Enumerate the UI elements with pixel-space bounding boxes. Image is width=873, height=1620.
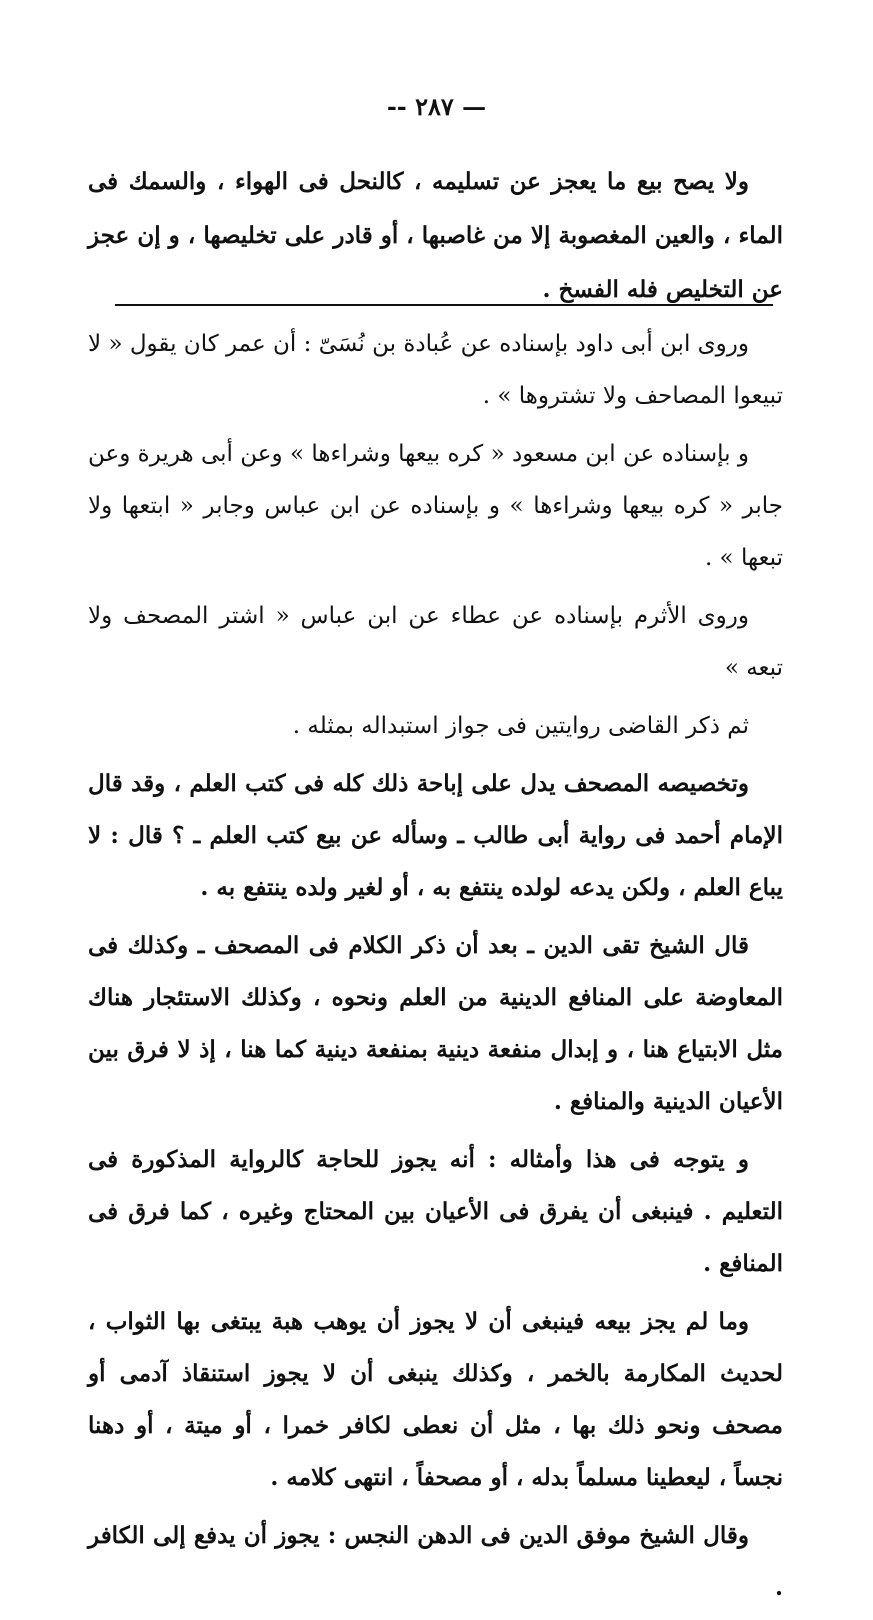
- paragraph-7: و يتوجه فى هذا وأمثاله : أنه يجوز للحاجة كالرواية المذكورة فى التعليم . فينبغى أن يفرق فى الأعيان بين المحتاج وغيره ، كما فرق فى المنافع .: [88, 1146, 783, 1277]
- section-divider: [115, 304, 773, 306]
- paragraph-1: وروى ابن أبى داود بإسناده عن عُبادة بن نُسَىّ : أن عمر كان يقول « لا تبيعوا المصاحف ولا تشتروها » .: [88, 331, 783, 409]
- page-number: — ٢٨٧ --: [386, 92, 487, 121]
- paragraph-8: وما لم يجز بيعه فينبغى أن لا يجوز أن يوهب هبة يبتغى بها الثواب ، لحديث المكارمة بالخمر ، وكذلك ينبغى أن لا يجوز استنقاذ آدمى أو مصحف ونحو ذلك بها ، مثل أن نعطى لكافر خمرا ، أو ميتة ، أو دهنا نجساً ، ليعطينا مسلماً بدله ، أو مصحفاً ، انتهى كلامه .: [88, 1308, 783, 1491]
- paragraph-3: وروى الأثرم بإسناده عن عطاء عن ابن عباس « اشتر المصحف ولا تبعه »: [88, 603, 783, 681]
- paragraph-4: ثم ذكر القاضى روايتين فى جواز استبداله بمثله .: [292, 713, 749, 739]
- paragraph-9: وقال الشيخ موفق الدين فى الدهن النجس : يجوز أن يدفع إلى الكافر .: [88, 1522, 783, 1601]
- paragraph-5: وتخصيصه المصحف يدل على إباحة ذلك كله فى كتب العلم ، وقد قال الإمام أحمد فى رواية أبى طالب ـ وسأله عن بيع كتب العلم ـ ؟ قال : لا يباع العلم ، ولكن يدعه لولده ينتفع به ، أو لغير ولده ينتفع به .: [88, 770, 783, 901]
- top-text-section: [88, 155, 783, 317]
- top-paragraph: ولا يصح بيع ما يعجز عن تسليمه ، كالنحل فى الهواء ، والسمك فى الماء ، والعين المغصوبة إلا من غاصبها ، أو قادر على تخليصها ، و إن عجز عن التخليص فله الفسخ .: [88, 168, 783, 303]
- paragraph-6: قال الشيخ تقى الدين ـ بعد أن ذكر الكلام فى المصحف ـ وكذلك فى المعاوضة على المنافع الدينية من العلم ونحوه ، وكذلك الاستئجار هناك مثل الابتياع هنا ، و إبدال منفعة دينية بمنفعة دينية كما هنا ، إذ لا فرق بين الأعيان الدينية والمنافع .: [88, 932, 783, 1115]
- paragraph-2: و بإسناده عن ابن مسعود « كره بيعها وشراءها » وعن أبى هريرة وعن جابر « كره بيعها وشراءها » و بإسناده عن ابن عباس وجابر « ابتعها ولا تبعها » .: [88, 441, 783, 571]
- main-text-section: [88, 318, 783, 1620]
